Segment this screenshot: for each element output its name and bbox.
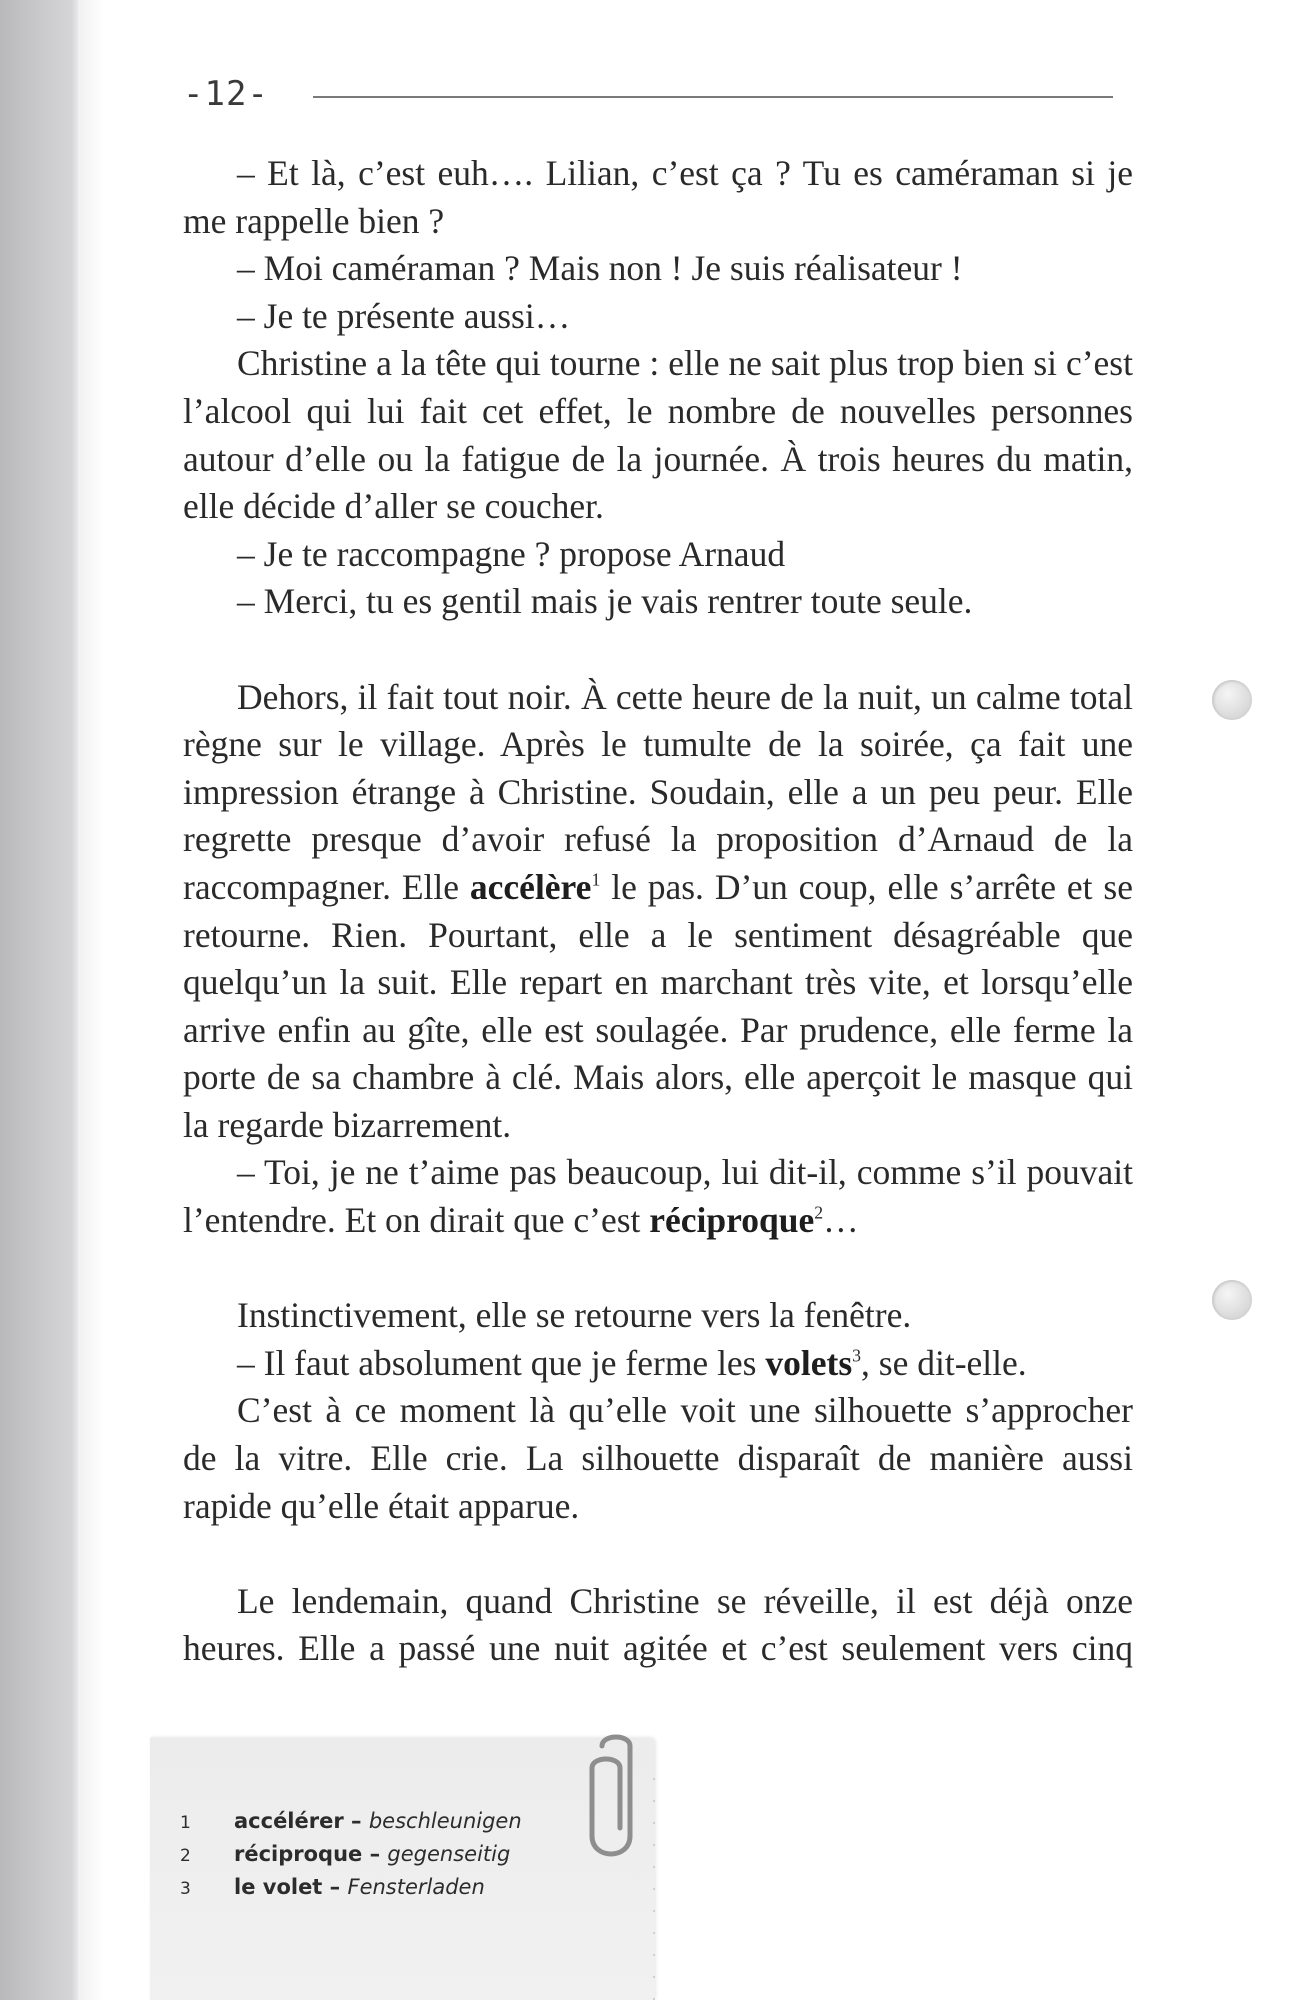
section-break: [183, 1530, 1133, 1578]
glossary-word: le volet: [234, 1875, 323, 1899]
text-run: Dehors, il fait tout noir. À cette heure de la nuit, un calme total règne sur le village. Après le tumulte de la soirée, ça fait une impression étrange à Christine. Soudain, elle a un peu peur. Elle regrette presque d’avoir refusé la proposition d’Arnaud de la raccompagner. Elle: [183, 676, 1133, 907]
header-rule: [313, 96, 1113, 98]
footnote-marker: 1: [591, 869, 601, 890]
text-run: …: [823, 1200, 859, 1241]
footnote-marker: 3: [852, 1345, 862, 1366]
text-run: le pas. D’un coup, elle s’arrête et se retourne. Rien. Pourtant, elle a le sentiment désagréable que quelqu’un la suit. Elle repart en marchant très vite, et lorsqu’elle arrive enfin au gîte, elle est soulagée. Par prudence, elle ferme la porte de sa chambre à clé. Mais alors, elle aperçoit le masque qui la regarde bizarrement.: [183, 866, 1133, 1145]
dialogue-paragraph: – Je te raccompagne ? propose Arnaud: [237, 533, 786, 574]
binder-hole-icon: [1212, 680, 1252, 720]
dialogue-paragraph: – Je te présente aussi…: [237, 295, 571, 336]
binder-hole-icon: [1212, 1280, 1252, 1320]
page-header: [183, 74, 1133, 124]
glossary-list: [180, 1806, 522, 1905]
glossary-term: volets: [765, 1342, 853, 1383]
glossary-word: réciproque: [234, 1842, 363, 1866]
glossary-entry: [180, 1806, 522, 1839]
page-number: -12-: [183, 74, 269, 114]
glossary-separator: –: [362, 1842, 388, 1866]
text-run: – Toi, je ne t’aime pas beaucoup, lui dit-il, comme s’il pouvait l’entendre. Et on dirait que c’est: [183, 1152, 1133, 1241]
binding-shadow: [78, 0, 104, 2000]
narrative-paragraph: Christine a la tête qui tourne : elle ne sait plus trop bien si c’est l’alcool qui lui fait cet effet, le nombre de nouvelles personnes autour d’elle ou la fatigue de la journée. À trois heures du matin, elle décide d’aller se coucher.: [183, 343, 1133, 527]
glossary-number: 2: [180, 1846, 191, 1866]
glossary-separator: –: [343, 1809, 369, 1833]
narrative-paragraph: Le lendemain, quand Christine se réveille, il est déjà onze heures. Elle a passé une nuit agitée et c’est seulement vers cinq: [183, 1580, 1133, 1669]
narrative-paragraph: C’est à ce moment là qu’elle voit une silhouette s’approcher de la vitre. Elle crie. La silhouette disparaît de manière aussi rapide qu’elle était apparue.: [183, 1390, 1133, 1526]
dialogue-paragraph: – Et là, c’est euh…. Lilian, c’est ça ? Tu es caméraman si je me rappelle bien ?: [183, 153, 1133, 241]
section-break: [183, 1245, 1133, 1293]
text-run: – Il faut absolument que je ferme les: [237, 1342, 766, 1383]
footnote-marker: 2: [814, 1202, 824, 1223]
glossary-word: accélérer: [234, 1809, 344, 1833]
dialogue-paragraph: – Merci, tu es gentil mais je vais rentrer toute seule.: [237, 581, 973, 622]
glossary-translation: Fensterladen: [347, 1875, 485, 1899]
glossary-term: réciproque: [649, 1200, 815, 1241]
glossary-entry: [180, 1872, 522, 1905]
paperclip-icon: [580, 1728, 650, 1868]
glossary-separator: –: [322, 1875, 348, 1899]
dialogue-paragraph: [183, 1149, 1133, 1244]
section-break: [183, 626, 1133, 674]
text-run: , se dit-elle.: [861, 1342, 1027, 1383]
narrative-paragraph: Instinctivement, elle se retourne vers la fenêtre.: [237, 1295, 912, 1336]
story-text: [183, 150, 1133, 1673]
glossary-term: accélère: [469, 866, 592, 907]
dialogue-paragraph: – Moi caméraman ? Mais non ! Je suis réalisateur !: [237, 248, 963, 289]
glossary-translation: beschleunigen: [368, 1809, 522, 1833]
book-binding: [0, 0, 78, 2000]
glossary-number: 1: [180, 1813, 191, 1833]
glossary-translation: gegenseitig: [387, 1842, 511, 1866]
dialogue-paragraph: [183, 1340, 1133, 1388]
glossary-number: 3: [180, 1879, 191, 1899]
narrative-paragraph: [183, 674, 1133, 1150]
glossary-entry: [180, 1839, 522, 1872]
